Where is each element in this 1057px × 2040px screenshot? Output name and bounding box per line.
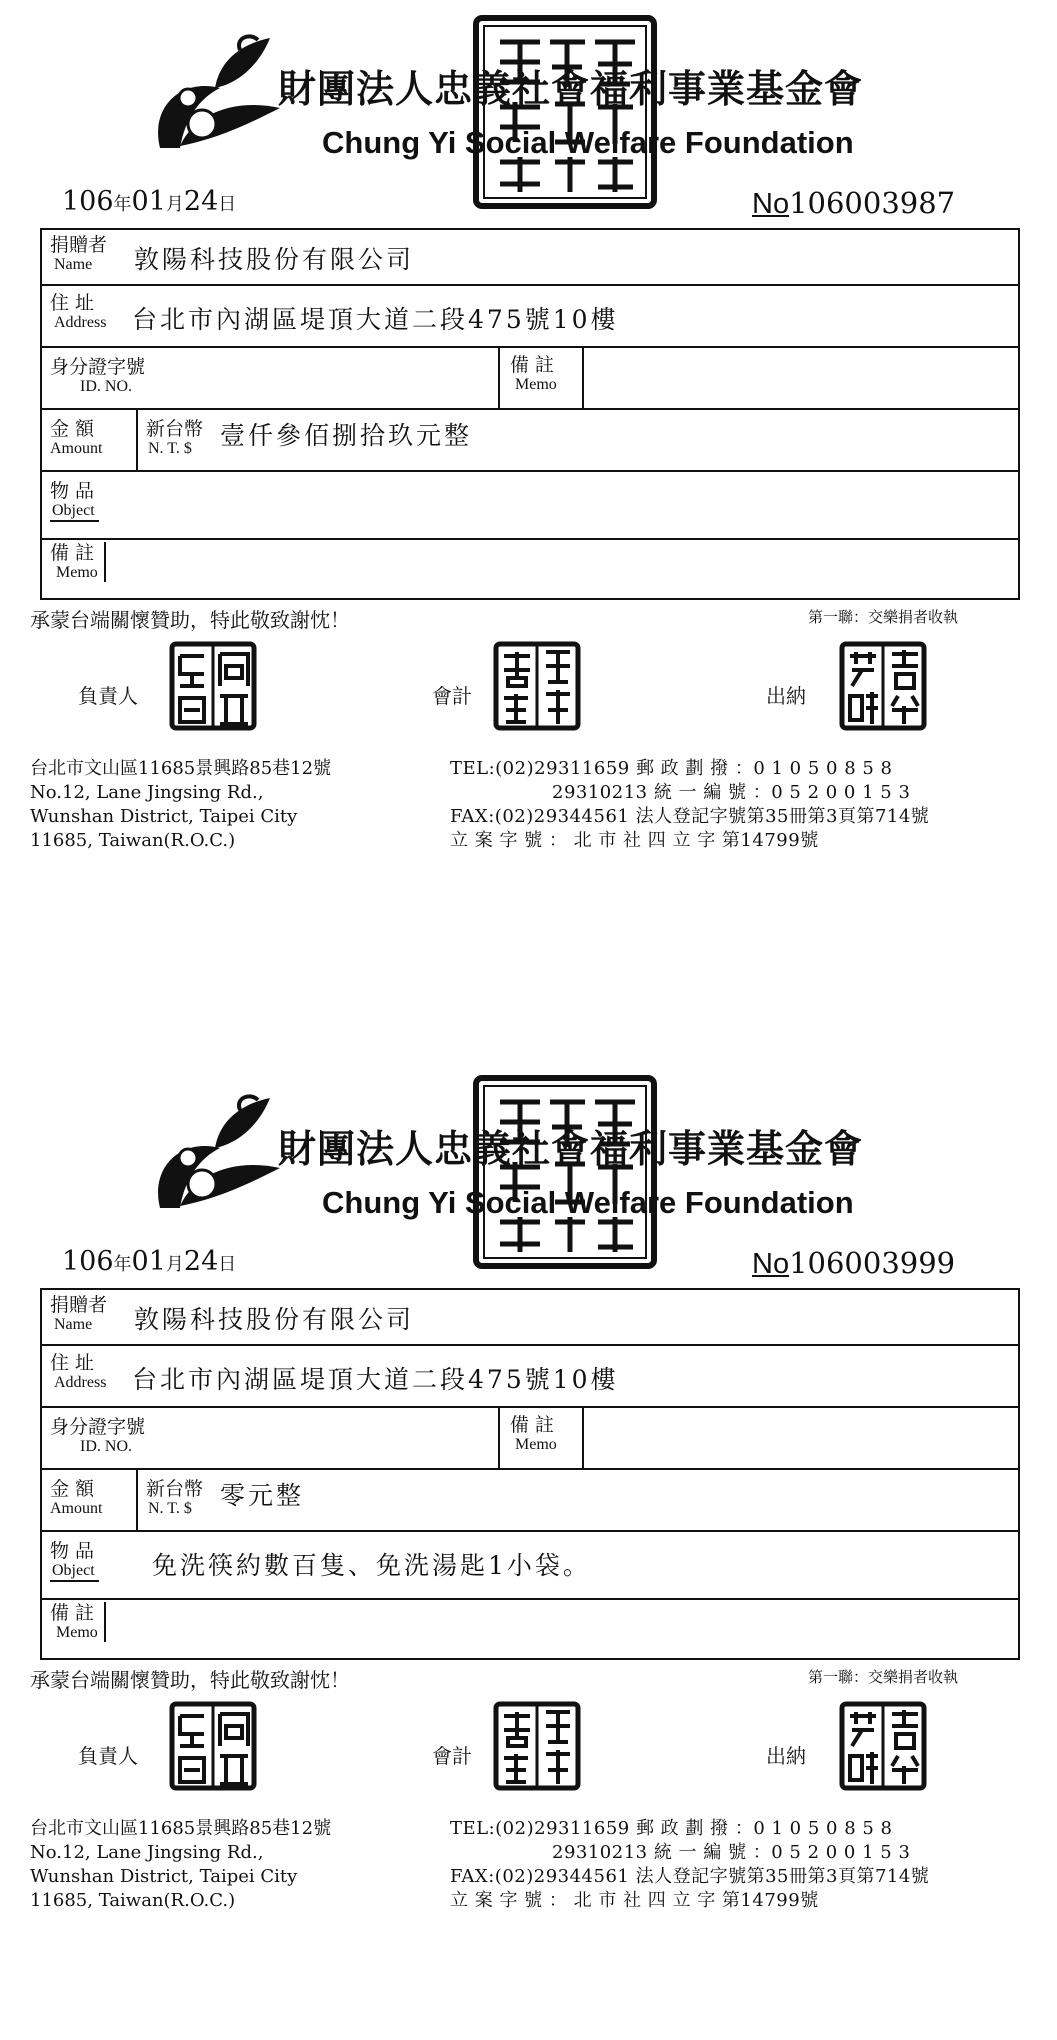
- tel-line: TEL:(02)29311659 郵 政 劃 撥 ：0 1 0 5 0 8 5 8: [450, 758, 893, 779]
- id-label: 身分證字號 ID. NO.: [50, 356, 146, 395]
- object-row: [42, 472, 1018, 540]
- fax-line: FAX:(02)29344561 法人登記字號第35冊第3頁第714號: [450, 1866, 930, 1887]
- id-row: [42, 348, 1018, 410]
- chairman-seal-stamp: [168, 640, 258, 732]
- receipt-date: 106年01月24日: [62, 1246, 237, 1277]
- receipt-2: [0, 1060, 1057, 2040]
- copy-note: 第一聯：交樂捐者收執: [808, 1668, 959, 1686]
- amount-text: 壹仟參佰捌拾玖元整: [220, 421, 473, 450]
- cashier-seal-stamp: [838, 1700, 928, 1792]
- donor-label: 捐贈者 Name: [50, 234, 108, 273]
- donor-name: 敦陽科技股份有限公司: [134, 245, 415, 274]
- donor-row: [42, 230, 1018, 286]
- copy-note: 第一聯：交樂捐者收執: [808, 608, 959, 626]
- fax-line: FAX:(02)29344561 法人登記字號第35冊第3頁第714號: [450, 806, 930, 827]
- accountant-seal-stamp: [492, 640, 582, 732]
- accountant-label: 會計: [432, 684, 472, 708]
- receipt-form: [40, 1288, 1020, 1660]
- tel2-line: 29310213 統 一 編 號 ：0 5 2 0 0 1 5 3: [552, 782, 911, 803]
- receipt-number: No106003999: [752, 1246, 956, 1280]
- currency-label: 新台幣 N. T. $: [146, 1478, 204, 1517]
- foundation-seal-stamp: [470, 1072, 660, 1272]
- object-label: 物 品 Object: [50, 480, 99, 522]
- org-name-cn: 財團法人忠義社會福利事業基金會: [278, 67, 864, 111]
- amount-text: 零元整: [220, 1481, 305, 1510]
- object-text: 免洗筷約數百隻、免洗湯匙1小袋。: [152, 1551, 591, 1580]
- address-label: 住 址 Address: [50, 292, 107, 331]
- cashier-label: 出納: [766, 1744, 806, 1768]
- cashier-label: 出納: [766, 684, 806, 708]
- donor-address: 台北市內湖區堤頂大道二段475號10樓: [132, 305, 619, 334]
- address-en-3: 11685, Taiwan(R.O.C.): [30, 830, 236, 851]
- donor-name: 敦陽科技股份有限公司: [134, 1305, 415, 1334]
- bird-leaf-logo-icon: [140, 28, 290, 168]
- cashier-seal-stamp: [838, 640, 928, 732]
- receipt-number: No106003987: [752, 186, 956, 220]
- bird-leaf-logo-icon: [140, 1088, 290, 1228]
- amount-label: 金 額 Amount: [50, 1478, 103, 1517]
- donor-label: 捐贈者 Name: [50, 1294, 108, 1333]
- chairman-seal-stamp: [168, 1700, 258, 1792]
- donor-row: [42, 1290, 1018, 1346]
- address-en-1: No.12, Lane Jingsing Rd.,: [30, 1842, 264, 1863]
- object-label: 物 品 Object: [50, 1540, 99, 1582]
- tel2-line: 29310213 統 一 編 號 ：0 5 2 0 0 1 5 3: [552, 1842, 911, 1863]
- currency-label: 新台幣 N. T. $: [146, 418, 204, 457]
- amount-row: [42, 410, 1018, 472]
- accountant-seal-stamp: [492, 1700, 582, 1792]
- address-row: [42, 286, 1018, 348]
- tel-line: TEL:(02)29311659 郵 政 劃 撥 ：0 1 0 5 0 8 5 8: [450, 1818, 893, 1839]
- amount-label: 金 額 Amount: [50, 418, 103, 457]
- memo2-row: [42, 1600, 1018, 1658]
- thanks-message: 承蒙台端關懷贊助，特此敬致謝忱！: [30, 608, 350, 632]
- foundation-contact: [450, 1817, 929, 1913]
- foundation-seal-stamp: [470, 12, 660, 212]
- address-en-2: Wunshan District, Taipei City: [30, 1866, 298, 1887]
- registration-line: 立 案 字 號 ： 北 市 社 四 立 字 第14799號: [450, 830, 819, 851]
- accountant-label: 會計: [432, 1744, 472, 1768]
- address-en-3: 11685, Taiwan(R.O.C.): [30, 1890, 236, 1911]
- donor-address: 台北市內湖區堤頂大道二段475號10樓: [132, 1365, 619, 1394]
- memo-label: 備 註 Memo: [509, 354, 557, 393]
- org-name-en: Chung Yi Social Welfare Foundation: [322, 1185, 854, 1220]
- foundation-contact: [450, 757, 929, 853]
- chair-label: 負責人: [78, 684, 138, 708]
- memo2-label: 備 註 Memo: [50, 542, 106, 582]
- org-name-en: Chung Yi Social Welfare Foundation: [322, 125, 854, 160]
- memo-label: 備 註 Memo: [509, 1414, 557, 1453]
- id-label: 身分證字號 ID. NO.: [50, 1416, 146, 1455]
- org-name-cn: 財團法人忠義社會福利事業基金會: [278, 1127, 864, 1171]
- address-label: 住 址 Address: [50, 1352, 107, 1391]
- memo2-row: [42, 540, 1018, 598]
- object-row: [42, 1532, 1018, 1600]
- chair-label: 負責人: [78, 1744, 138, 1768]
- receipt-1: [0, 0, 1057, 980]
- address-cn: 台北市文山區11685景興路85巷12號: [30, 1818, 332, 1839]
- address-en-2: Wunshan District, Taipei City: [30, 806, 298, 827]
- receipt-form: [40, 228, 1020, 600]
- receipt-date: 106年01月24日: [62, 186, 237, 217]
- memo2-label: 備 註 Memo: [50, 1602, 106, 1642]
- id-row: [42, 1408, 1018, 1470]
- thanks-message: 承蒙台端關懷贊助，特此敬致謝忱！: [30, 1668, 350, 1692]
- foundation-address: [30, 1817, 331, 1913]
- address-cn: 台北市文山區11685景興路85巷12號: [30, 758, 332, 779]
- amount-row: [42, 1470, 1018, 1532]
- address-row: [42, 1346, 1018, 1408]
- registration-line: 立 案 字 號 ： 北 市 社 四 立 字 第14799號: [450, 1890, 819, 1911]
- foundation-address: [30, 757, 331, 853]
- address-en-1: No.12, Lane Jingsing Rd.,: [30, 782, 264, 803]
